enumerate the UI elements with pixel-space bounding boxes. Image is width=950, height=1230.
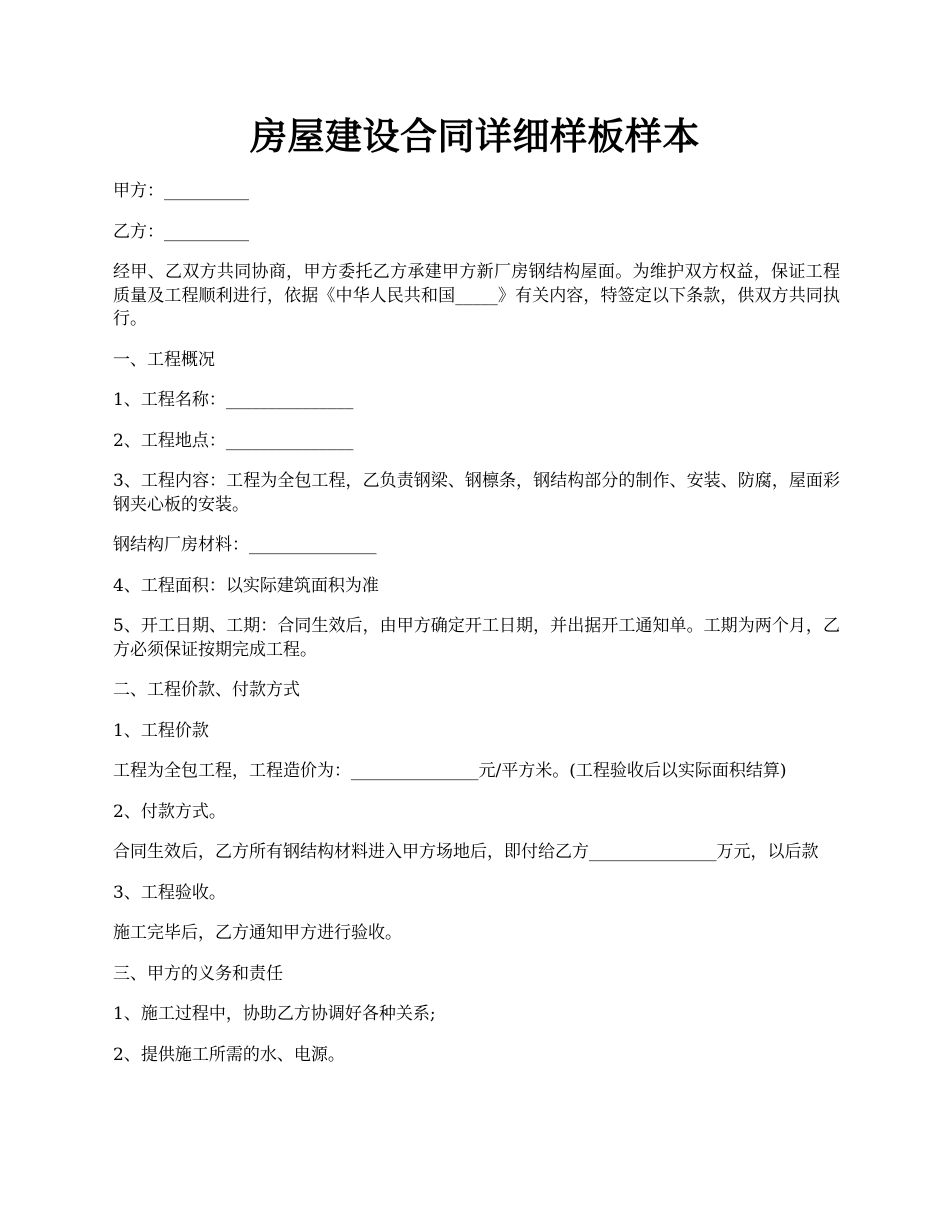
document-body — [113, 180, 840, 1084]
party-b-line: 乙方：__________ — [113, 221, 249, 242]
section-heading-2: 二、工程价款、付款方式 — [113, 680, 300, 700]
clause-party-a-duty-1: 1、施工过程中，协助乙方协调好各种关系; — [113, 1004, 436, 1024]
clause-project-area: 4、工程面积：以实际建筑面积为准 — [113, 575, 379, 596]
clause-payment-detail: 合同生效后，乙方所有钢结构材料进入甲方场地后，即付给乙方_______________万元，以后款 — [113, 842, 819, 862]
clause-project-content: 3、工程内容：工程为全包工程，乙负责钢梁、钢檩条，钢结构部分的制作、安装、防腐，屋面彩钢夹心板的安装。 — [113, 471, 840, 515]
clause-acceptance-detail: 施工完毕后，乙方通知甲方进行验收。 — [113, 923, 402, 943]
clause-price-heading: 1、工程价款 — [113, 720, 209, 741]
clause-project-location: 2、工程地点：_______________ — [113, 430, 354, 451]
clause-start-date: 5、开工日期、工期：合同生效后，由甲方确定开工日期，并出据开工通知单。工期为两个月，乙方必须保证按期完成工程。 — [113, 616, 840, 660]
clause-party-a-duty-2: 2、提供施工所需的水、电源。 — [113, 1044, 345, 1065]
preamble-paragraph: 经甲、乙双方共同协商，甲方委托乙方承建甲方新厂房钢结构屋面。为维护双方权益，保证工程质量及工程顺利进行，依据《中华人民共和国_____》有关内容，特签定以下条款，供双方共同执行。 — [113, 262, 840, 329]
clause-payment-heading: 2、付款方式。 — [113, 801, 226, 822]
clause-price-detail: 工程为全包工程，工程造价为：_______________元/平方米。(工程验收后以实际面积结算) — [113, 761, 787, 781]
section-heading-1: 一、工程概况 — [113, 349, 215, 370]
section-heading-3: 三、甲方的义务和责任 — [113, 963, 283, 984]
clause-acceptance-heading: 3、工程验收。 — [113, 882, 226, 903]
party-a-line: 甲方：__________ — [113, 181, 249, 201]
clause-steel-materials: 钢结构厂房材料：_______________ — [113, 535, 377, 555]
clause-project-name: 1、工程名称：_______________ — [113, 390, 354, 410]
document-title: 房屋建设合同详细样板样本 — [250, 114, 700, 158]
